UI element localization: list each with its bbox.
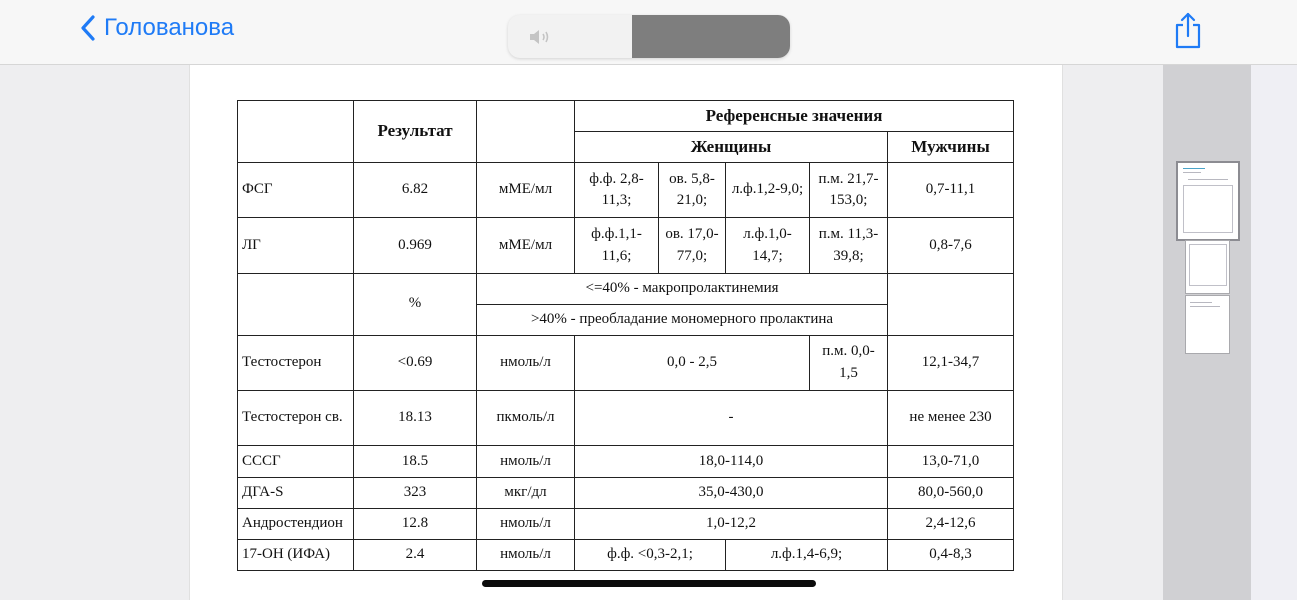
women-follicular: ф.ф. 2,8-11,3; xyxy=(575,163,659,218)
table-row xyxy=(238,391,1014,446)
table-row xyxy=(238,163,1014,218)
analyte-name: Андростендион xyxy=(238,508,354,539)
reference-header: Референсные значения xyxy=(575,101,1014,132)
analyte-name: СССГ xyxy=(238,446,354,477)
prolactin-note-1: <=40% - макропролактинемия xyxy=(477,273,888,304)
share-icon xyxy=(1172,12,1204,50)
result-header: Результат xyxy=(354,101,477,163)
result-value: 6.82 xyxy=(354,163,477,218)
women-follicular: ф.ф.1,1-11,6; xyxy=(575,218,659,273)
men-reference: 0,7-11,1 xyxy=(888,163,1014,218)
table-row xyxy=(238,508,1014,539)
result-value: 2.4 xyxy=(354,539,477,570)
unit: нмоль/л xyxy=(477,508,575,539)
volume-indicator xyxy=(508,15,790,58)
result-value: % xyxy=(354,273,477,335)
navigation-bar xyxy=(0,0,1297,65)
women-luteal: л.ф.1,0-14,7; xyxy=(726,218,810,273)
unit: пкмоль/л xyxy=(477,391,575,446)
women-luteal: л.ф.1,2-9,0; xyxy=(726,163,810,218)
women-reference: 0,0 - 2,5 xyxy=(575,335,810,390)
page-thumbnail[interactable] xyxy=(1185,240,1230,294)
women-postmenopause: п.м. 21,7-153,0; xyxy=(810,163,888,218)
unit: мМЕ/мл xyxy=(477,218,575,273)
home-indicator xyxy=(482,580,816,587)
page-thumbnail[interactable] xyxy=(1185,295,1230,354)
women-reference: - xyxy=(575,391,888,446)
unit: нмоль/л xyxy=(477,446,575,477)
result-value: 18.5 xyxy=(354,446,477,477)
table-header-row xyxy=(238,101,1014,132)
back-button[interactable] xyxy=(80,14,234,42)
analyte-name: Тестостерон xyxy=(238,335,354,390)
women-postmenopause: п.м. 11,3-39,8; xyxy=(810,218,888,273)
back-label: Голованова xyxy=(104,14,235,41)
speaker-icon xyxy=(528,27,554,47)
result-value: <0.69 xyxy=(354,335,477,390)
analyte-name: ДГА-S xyxy=(238,477,354,508)
lab-results-table xyxy=(237,100,1014,571)
women-ovulation: ов. 5,8-21,0; xyxy=(659,163,726,218)
men-reference: 2,4-12,6 xyxy=(888,508,1014,539)
page-thumbnail[interactable] xyxy=(1176,161,1240,241)
analyte-name: Тестостерон св. xyxy=(238,391,354,446)
men-header: Мужчины xyxy=(888,132,1014,163)
prolactin-note-2: >40% - преобладание мономерного пролактина xyxy=(477,304,888,335)
result-value: 18.13 xyxy=(354,391,477,446)
table-row xyxy=(238,477,1014,508)
men-reference: 0,8-7,6 xyxy=(888,218,1014,273)
unit: нмоль/л xyxy=(477,539,575,570)
table-row xyxy=(238,446,1014,477)
men-reference: 13,0-71,0 xyxy=(888,446,1014,477)
table-row xyxy=(238,335,1014,390)
analyte-name: ФСГ xyxy=(238,163,354,218)
share-button[interactable] xyxy=(1172,12,1204,55)
women-luteal: л.ф.1,4-6,9; xyxy=(726,539,888,570)
table-row xyxy=(238,539,1014,570)
result-value: 12.8 xyxy=(354,508,477,539)
women-reference: 18,0-114,0 xyxy=(575,446,888,477)
volume-level-fill xyxy=(632,15,790,58)
women-reference: 35,0-430,0 xyxy=(575,477,888,508)
men-reference: 0,4-8,3 xyxy=(888,539,1014,570)
page-thumbnails xyxy=(1163,65,1251,600)
men-reference: 12,1-34,7 xyxy=(888,335,1014,390)
women-header: Женщины xyxy=(575,132,888,163)
result-value: 323 xyxy=(354,477,477,508)
women-reference: 1,0-12,2 xyxy=(575,508,888,539)
table-row xyxy=(238,218,1014,273)
result-value: 0.969 xyxy=(354,218,477,273)
women-postmenopause: п.м. 0,0-1,5 xyxy=(810,335,888,390)
men-reference: 80,0-560,0 xyxy=(888,477,1014,508)
chevron-left-icon xyxy=(80,14,96,42)
unit: мМЕ/мл xyxy=(477,163,575,218)
analyte-name: 17-ОН (ИФА) xyxy=(238,539,354,570)
analyte-name: ЛГ xyxy=(238,218,354,273)
unit: мкг/дл xyxy=(477,477,575,508)
unit: нмоль/л xyxy=(477,335,575,390)
women-ovulation: ов. 17,0-77,0; xyxy=(659,218,726,273)
table-row xyxy=(238,273,1014,304)
women-follicular: ф.ф. <0,3-2,1; xyxy=(575,539,726,570)
men-reference: не менее 230 xyxy=(888,391,1014,446)
